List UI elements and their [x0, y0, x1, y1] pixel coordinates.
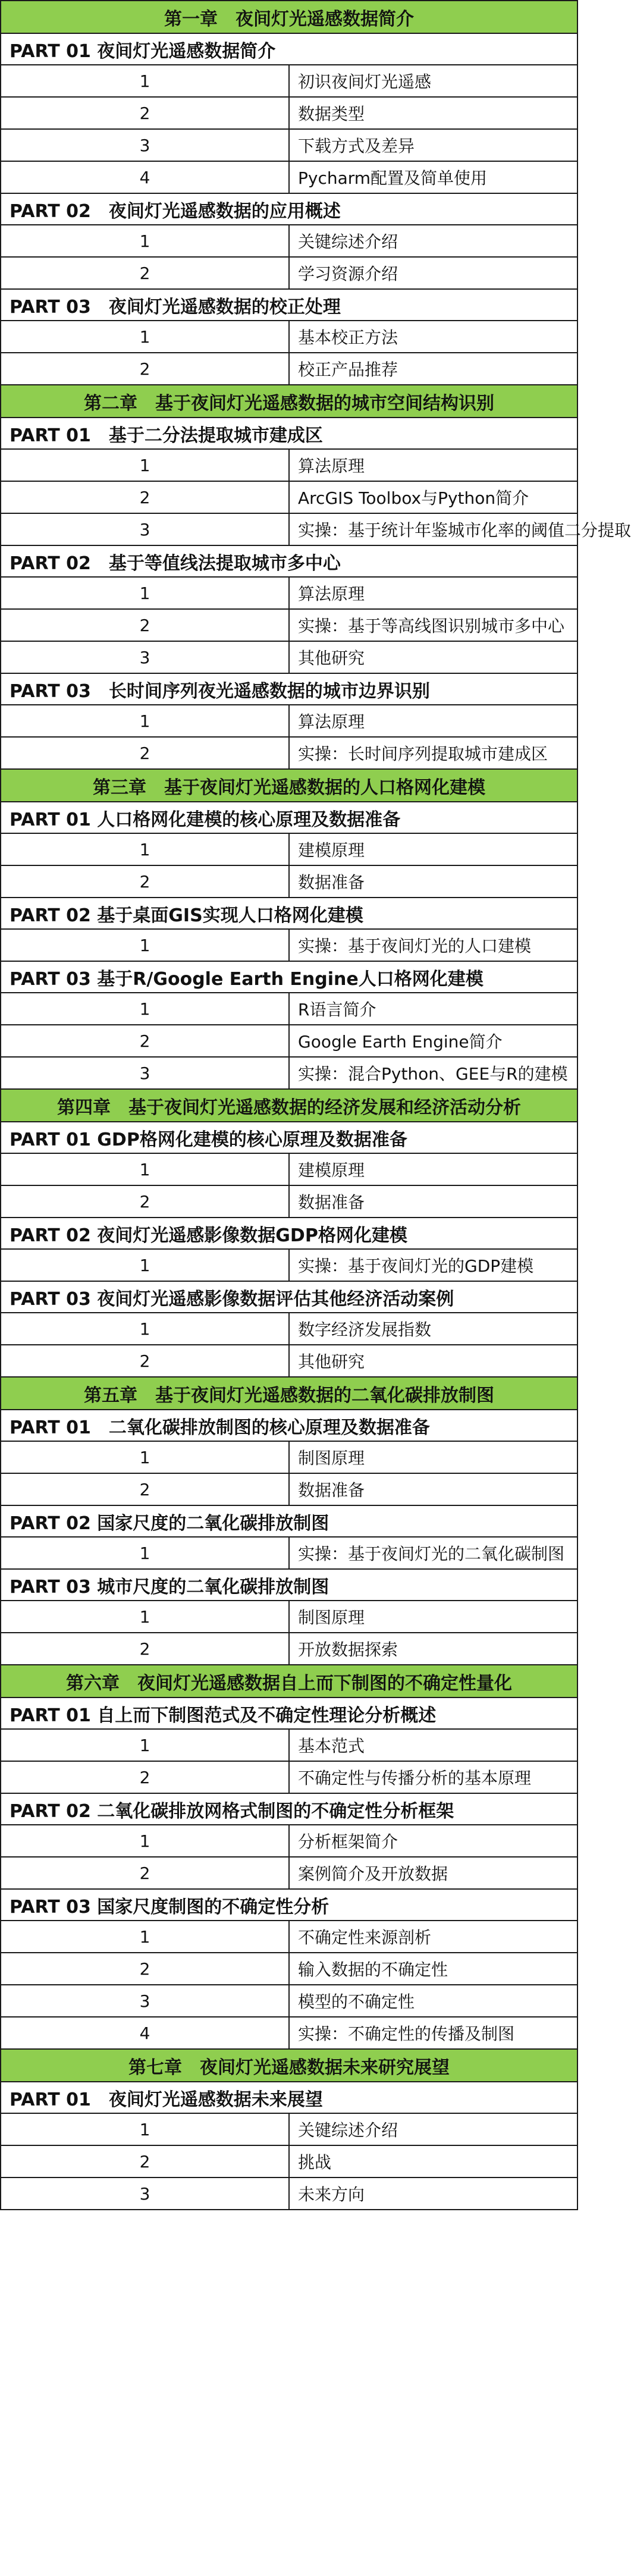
item-text: 输入数据的不确定性 — [289, 1953, 577, 1985]
item-text: 实操：基于夜间灯光的二氧化碳制图 — [289, 1537, 577, 1569]
item-number: 1 — [1, 2113, 289, 2145]
item-text: 基本校正方法 — [289, 321, 577, 353]
item-text: 算法原理 — [289, 449, 577, 481]
part-title: PART 01 二氧化碳排放制图的核心原理及数据准备 — [1, 1410, 577, 1441]
list-item — [1, 993, 577, 1025]
part-row — [1, 1569, 577, 1601]
list-item — [1, 1601, 577, 1633]
list-item — [1, 1857, 577, 1889]
part-row — [1, 673, 577, 705]
part-title: PART 02 国家尺度的二氧化碳排放制图 — [1, 1505, 577, 1537]
item-number: 1 — [1, 705, 289, 737]
list-item — [1, 481, 577, 513]
part-row — [1, 1122, 577, 1153]
part-row — [1, 289, 577, 321]
list-item — [1, 161, 577, 193]
part-row — [1, 961, 577, 993]
part-row — [1, 1505, 577, 1537]
list-item — [1, 257, 577, 289]
item-text: 其他研究 — [289, 641, 577, 673]
item-number: 1 — [1, 65, 289, 97]
item-number: 1 — [1, 1153, 289, 1185]
item-number: 2 — [1, 1761, 289, 1793]
chapter-title: 第三章 基于夜间灯光遥感数据的人口格网化建模 — [1, 769, 577, 802]
list-item — [1, 641, 577, 673]
item-text: R语言简介 — [289, 993, 577, 1025]
item-number: 4 — [1, 2017, 289, 2049]
item-text: 学习资源介绍 — [289, 257, 577, 289]
chapter-row — [1, 1377, 577, 1410]
list-item — [1, 1185, 577, 1218]
list-item — [1, 129, 577, 161]
item-text: 算法原理 — [289, 577, 577, 609]
part-row — [1, 1281, 577, 1313]
item-text: Google Earth Engine简介 — [289, 1025, 577, 1057]
item-text: 未来方向 — [289, 2177, 577, 2210]
item-number: 2 — [1, 1857, 289, 1889]
item-number: 1 — [1, 1441, 289, 1473]
item-number: 1 — [1, 993, 289, 1025]
item-number: 1 — [1, 449, 289, 481]
item-number: 3 — [1, 513, 289, 545]
part-title: PART 01 夜间灯光遥感数据简介 — [1, 33, 577, 65]
item-text: 初识夜间灯光遥感 — [289, 65, 577, 97]
item-number: 2 — [1, 2145, 289, 2177]
item-number: 3 — [1, 129, 289, 161]
item-number: 1 — [1, 225, 289, 257]
chapter-row — [1, 1089, 577, 1122]
item-text: 建模原理 — [289, 1153, 577, 1185]
list-item — [1, 1441, 577, 1473]
item-number: 1 — [1, 1921, 289, 1953]
part-row — [1, 802, 577, 833]
part-title: PART 03 国家尺度制图的不确定性分析 — [1, 1889, 577, 1921]
item-text: 实操：基于夜间灯光的GDP建模 — [289, 1249, 577, 1281]
part-title: PART 02 基于桌面GIS实现人口格网化建模 — [1, 898, 577, 929]
item-text: 关键综述介绍 — [289, 2113, 577, 2145]
list-item — [1, 705, 577, 737]
item-text: 数据准备 — [289, 1473, 577, 1505]
item-number: 2 — [1, 865, 289, 898]
item-number: 1 — [1, 1825, 289, 1857]
item-text: 实操：基于统计年鉴城市化率的阈值二分提取 — [289, 513, 577, 545]
list-item — [1, 1473, 577, 1505]
part-title: PART 01 GDP格网化建模的核心原理及数据准备 — [1, 1122, 577, 1153]
item-number: 1 — [1, 929, 289, 961]
part-row — [1, 33, 577, 65]
list-item — [1, 2017, 577, 2049]
chapter-title: 第六章 夜间灯光遥感数据自上而下制图的不确定性量化 — [1, 1665, 577, 1698]
item-number: 2 — [1, 97, 289, 129]
item-text: 制图原理 — [289, 1601, 577, 1633]
part-row — [1, 1410, 577, 1441]
part-title: PART 01 人口格网化建模的核心原理及数据准备 — [1, 802, 577, 833]
part-title: PART 01 基于二分法提取城市建成区 — [1, 418, 577, 449]
item-number: 1 — [1, 1313, 289, 1345]
item-number: 2 — [1, 1633, 289, 1665]
list-item — [1, 97, 577, 129]
item-text: 算法原理 — [289, 705, 577, 737]
item-text: 实操：混合Python、GEE与R的建模 — [289, 1057, 577, 1089]
part-row — [1, 193, 577, 225]
chapter-row — [1, 1665, 577, 1698]
item-number: 2 — [1, 1025, 289, 1057]
item-text: 制图原理 — [289, 1441, 577, 1473]
part-title: PART 02 夜间灯光遥感影像数据GDP格网化建模 — [1, 1218, 577, 1249]
item-number: 2 — [1, 481, 289, 513]
item-number: 2 — [1, 1953, 289, 1985]
item-text: 实操：长时间序列提取城市建成区 — [289, 737, 577, 769]
item-text: Pycharm配置及简单使用 — [289, 161, 577, 193]
outline-body — [1, 1, 631, 2210]
item-text: 基本范式 — [289, 1729, 577, 1761]
item-text: 下载方式及差异 — [289, 129, 577, 161]
item-text: 数据准备 — [289, 865, 577, 898]
list-item — [1, 577, 577, 609]
part-row — [1, 898, 577, 929]
list-item — [1, 449, 577, 481]
item-number: 1 — [1, 833, 289, 865]
item-number: 3 — [1, 1057, 289, 1089]
chapter-title: 第二章 基于夜间灯光遥感数据的城市空间结构识别 — [1, 385, 577, 418]
list-item — [1, 1057, 577, 1089]
list-item — [1, 1025, 577, 1057]
item-number: 2 — [1, 737, 289, 769]
item-text: 其他研究 — [289, 1345, 577, 1377]
part-title: PART 03 基于R/Google Earth Engine人口格网化建模 — [1, 961, 577, 993]
list-item — [1, 1985, 577, 2017]
list-item — [1, 2177, 577, 2210]
part-title: PART 02 基于等值线法提取城市多中心 — [1, 545, 577, 577]
part-title: PART 01 夜间灯光遥感数据未来展望 — [1, 2082, 577, 2113]
list-item — [1, 1537, 577, 1569]
list-item — [1, 225, 577, 257]
item-number: 1 — [1, 1537, 289, 1569]
list-item — [1, 1633, 577, 1665]
list-item — [1, 737, 577, 769]
item-text: 校正产品推荐 — [289, 353, 577, 385]
item-text: 建模原理 — [289, 833, 577, 865]
item-text: 挑战 — [289, 2145, 577, 2177]
list-item — [1, 1825, 577, 1857]
list-item — [1, 1761, 577, 1793]
part-row — [1, 1889, 577, 1921]
item-text: 不确定性来源剖析 — [289, 1921, 577, 1953]
part-title: PART 02 二氧化碳排放网格式制图的不确定性分析框架 — [1, 1793, 577, 1825]
list-item — [1, 2145, 577, 2177]
item-number: 3 — [1, 2177, 289, 2210]
part-title: PART 03 夜间灯光遥感数据的校正处理 — [1, 289, 577, 321]
item-text: 案例简介及开放数据 — [289, 1857, 577, 1889]
list-item — [1, 609, 577, 641]
list-item — [1, 513, 577, 545]
chapter-title: 第七章 夜间灯光遥感数据未来研究展望 — [1, 2049, 577, 2082]
item-number: 1 — [1, 1601, 289, 1633]
item-text: 关键综述介绍 — [289, 225, 577, 257]
list-item — [1, 1345, 577, 1377]
item-number: 2 — [1, 353, 289, 385]
chapter-title: 第四章 基于夜间灯光遥感数据的经济发展和经济活动分析 — [1, 1089, 577, 1122]
item-text: 模型的不确定性 — [289, 1985, 577, 2017]
item-text: 实操：基于夜间灯光的人口建模 — [289, 929, 577, 961]
chapter-title: 第一章 夜间灯光遥感数据简介 — [1, 1, 577, 33]
item-number: 1 — [1, 1249, 289, 1281]
chapter-row — [1, 2049, 577, 2082]
list-item — [1, 865, 577, 898]
part-title: PART 01 自上而下制图范式及不确定性理论分析概述 — [1, 1698, 577, 1729]
item-number: 2 — [1, 257, 289, 289]
list-item — [1, 2113, 577, 2145]
list-item — [1, 321, 577, 353]
part-row — [1, 418, 577, 449]
item-text: 实操：不确定性的传播及制图 — [289, 2017, 577, 2049]
list-item — [1, 1921, 577, 1953]
item-text: 开放数据探索 — [289, 1633, 577, 1665]
chapter-row — [1, 769, 577, 802]
item-number: 1 — [1, 1729, 289, 1761]
part-row — [1, 1698, 577, 1729]
item-text: 数据类型 — [289, 97, 577, 129]
list-item — [1, 833, 577, 865]
list-item — [1, 1953, 577, 1985]
item-number: 2 — [1, 609, 289, 641]
item-number: 1 — [1, 321, 289, 353]
part-title: PART 03 夜间灯光遥感影像数据评估其他经济活动案例 — [1, 1281, 577, 1313]
list-item — [1, 1249, 577, 1281]
list-item — [1, 929, 577, 961]
list-item — [1, 1729, 577, 1761]
item-text: 实操：基于等高线图识别城市多中心 — [289, 609, 577, 641]
item-text: 数字经济发展指数 — [289, 1313, 577, 1345]
item-number: 3 — [1, 641, 289, 673]
list-item — [1, 1153, 577, 1185]
item-text: 分析框架简介 — [289, 1825, 577, 1857]
item-number: 4 — [1, 161, 289, 193]
item-text: ArcGIS Toolbox与Python简介 — [289, 481, 577, 513]
item-number: 2 — [1, 1473, 289, 1505]
chapter-title: 第五章 基于夜间灯光遥感数据的二氧化碳排放制图 — [1, 1377, 577, 1410]
item-number: 3 — [1, 1985, 289, 2017]
part-row — [1, 545, 577, 577]
item-number: 1 — [1, 577, 289, 609]
item-number: 2 — [1, 1345, 289, 1377]
part-title: PART 03 长时间序列夜光遥感数据的城市边界识别 — [1, 673, 577, 705]
part-title: PART 02 夜间灯光遥感数据的应用概述 — [1, 193, 577, 225]
list-item — [1, 65, 577, 97]
list-item — [1, 353, 577, 385]
part-row — [1, 1218, 577, 1249]
chapter-row — [1, 385, 577, 418]
part-row — [1, 2082, 577, 2113]
item-text: 不确定性与传播分析的基本原理 — [289, 1761, 577, 1793]
part-row — [1, 1793, 577, 1825]
item-number: 2 — [1, 1185, 289, 1218]
chapter-row — [1, 1, 577, 33]
item-text: 数据准备 — [289, 1185, 577, 1218]
part-title: PART 03 城市尺度的二氧化碳排放制图 — [1, 1569, 577, 1601]
list-item — [1, 1313, 577, 1345]
